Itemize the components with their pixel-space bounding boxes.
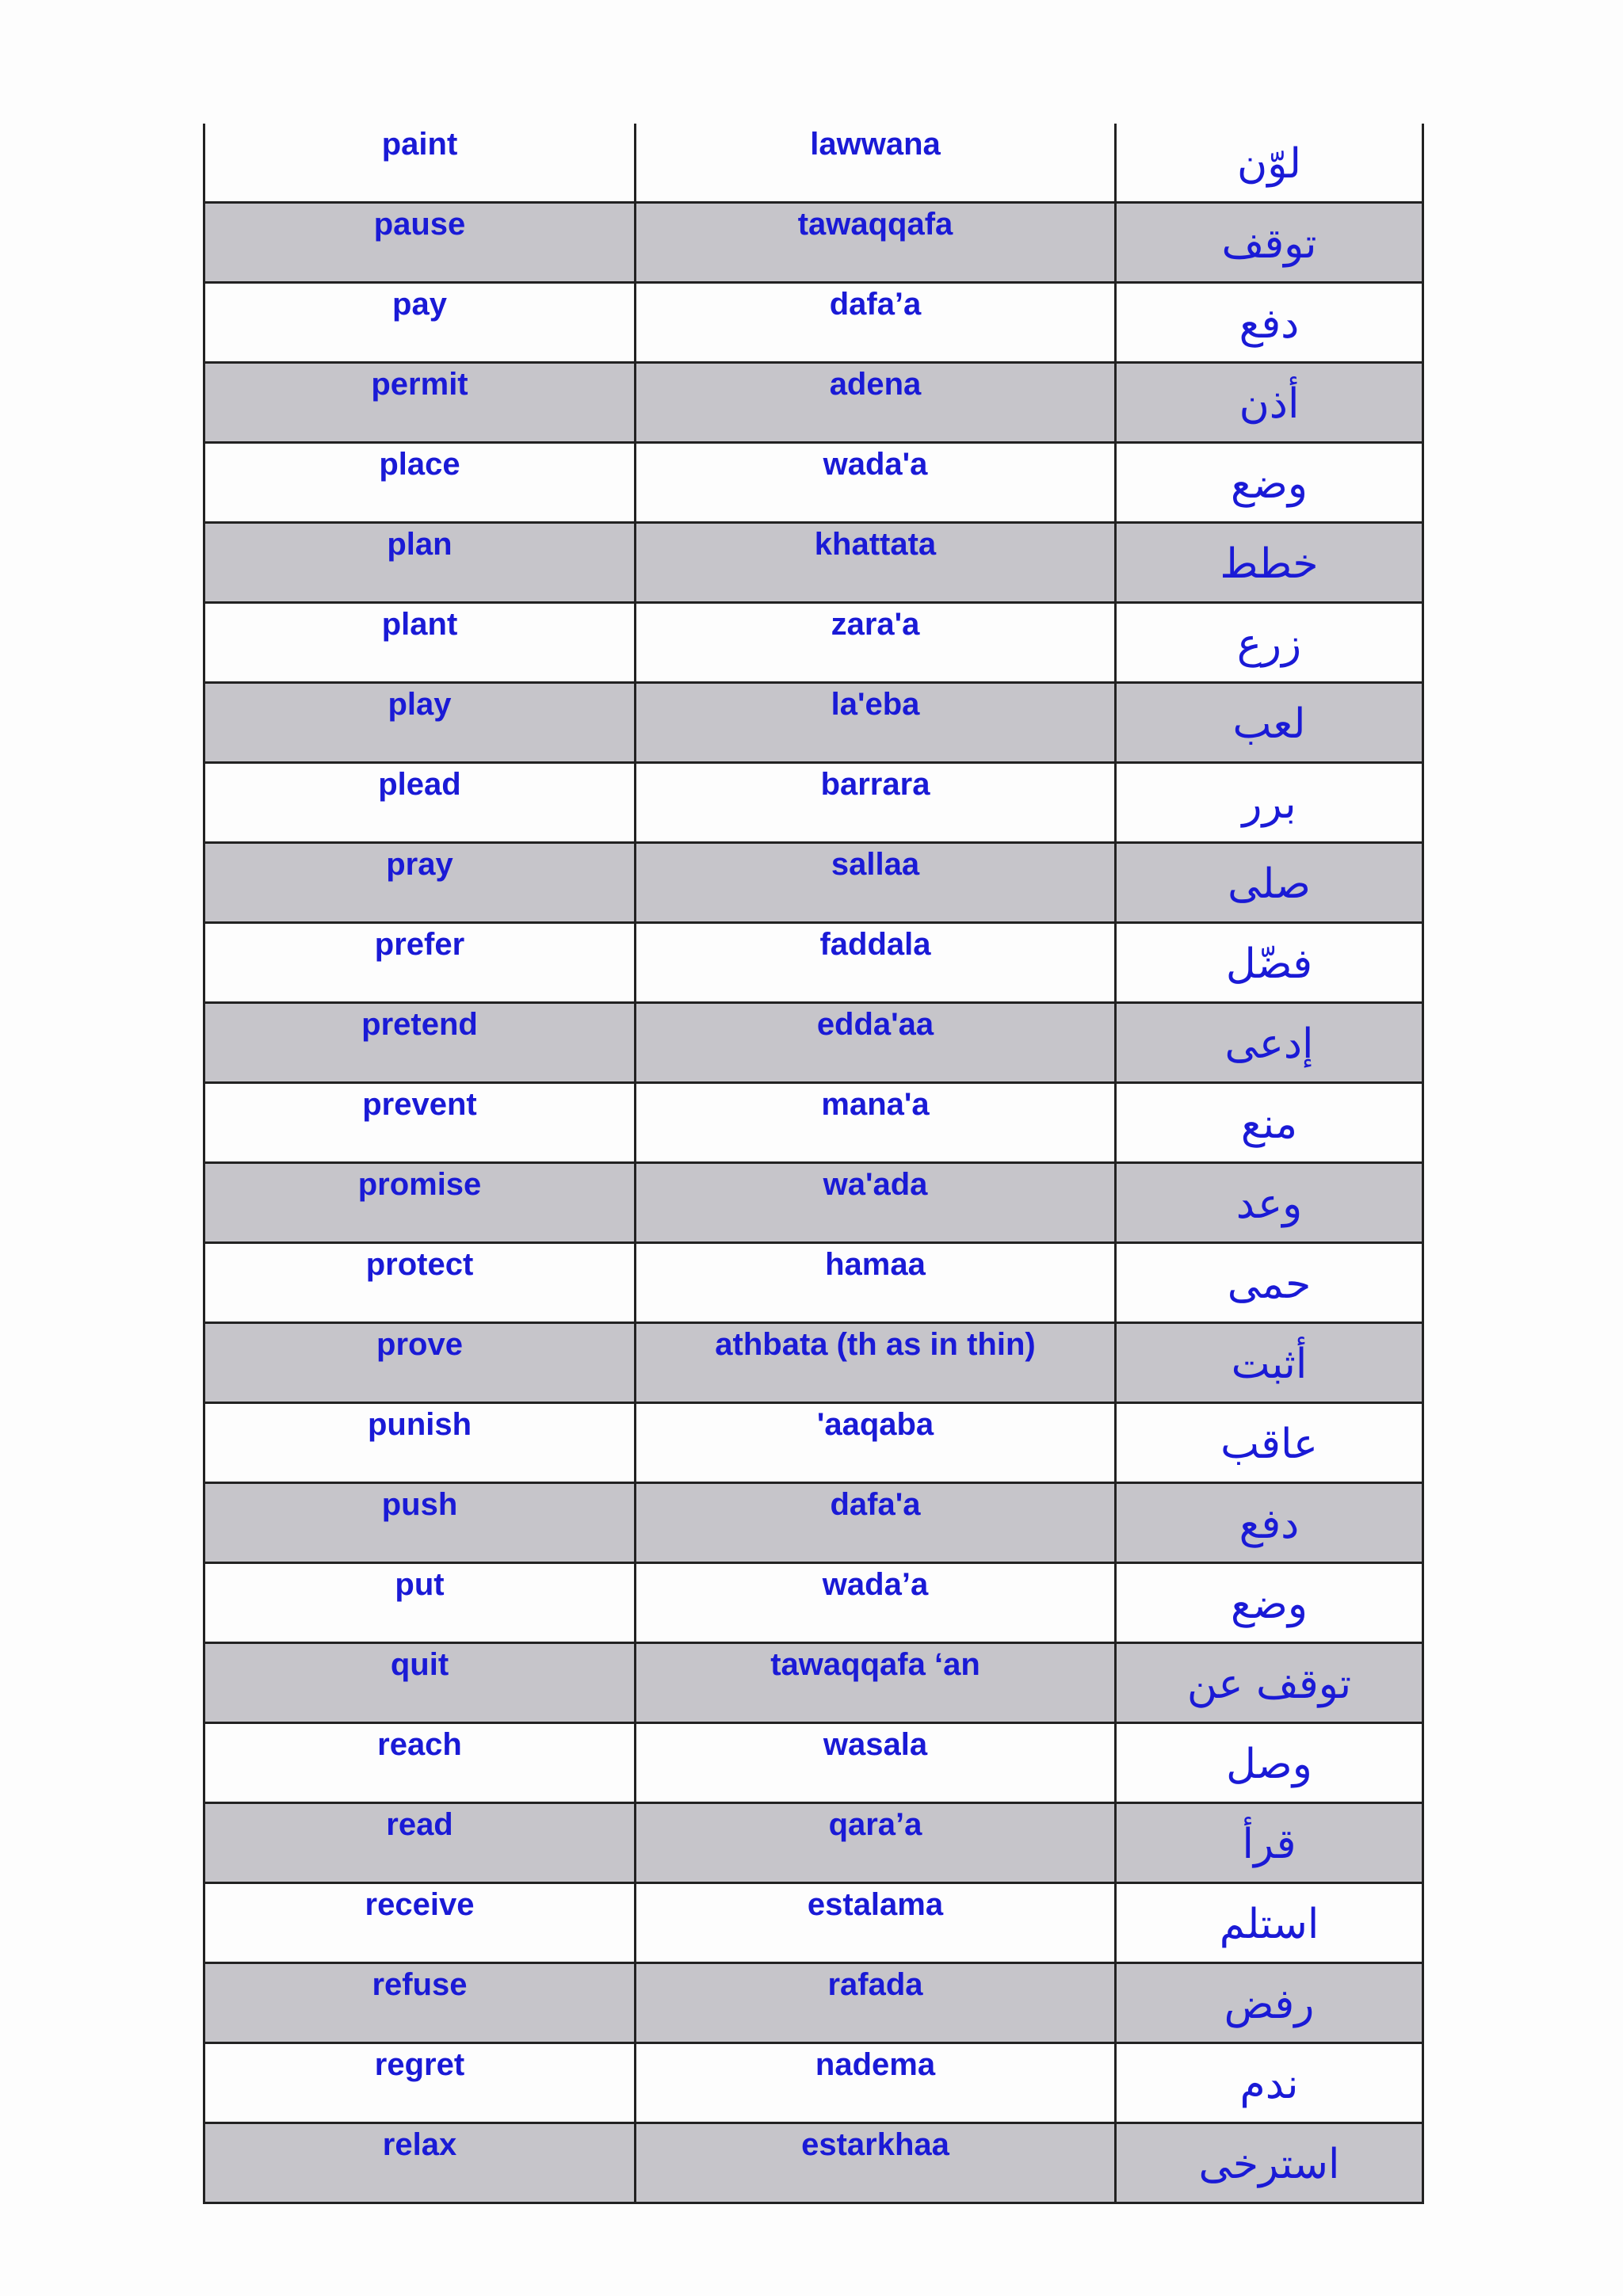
english-word-cell: protect: [204, 1243, 636, 1323]
arabic-word-cell: رفض: [1116, 1963, 1423, 2043]
transliteration-cell: tawaqqafa ‘an: [636, 1643, 1116, 1723]
arabic-word-cell: إدعى: [1116, 1003, 1423, 1083]
transliteration-cell: barrara: [636, 763, 1116, 843]
table-row: [204, 1003, 1423, 1083]
arabic-word-cell: عاقب: [1116, 1403, 1423, 1483]
english-word-cell: place: [204, 443, 636, 523]
transliteration-cell: wasala: [636, 1723, 1116, 1803]
arabic-word-cell: منع: [1116, 1083, 1423, 1163]
table-row: [204, 1323, 1423, 1403]
english-word-cell: prevent: [204, 1083, 636, 1163]
transliteration-cell: estalama: [636, 1883, 1116, 1963]
table-row: [204, 1883, 1423, 1963]
english-word-cell: pause: [204, 203, 636, 283]
transliteration-cell: nadema: [636, 2043, 1116, 2123]
english-word-cell: prove: [204, 1323, 636, 1403]
english-word-cell: prefer: [204, 923, 636, 1003]
english-word-cell: receive: [204, 1883, 636, 1963]
transliteration-cell: athbata (th as in thin): [636, 1323, 1116, 1403]
transliteration-cell: wada'a: [636, 443, 1116, 523]
table-row: [204, 1723, 1423, 1803]
english-word-cell: push: [204, 1483, 636, 1563]
table-row: [204, 1403, 1423, 1483]
table-row: [204, 1083, 1423, 1163]
english-word-cell: play: [204, 683, 636, 763]
transliteration-cell: khattata: [636, 523, 1116, 603]
english-word-cell: permit: [204, 363, 636, 443]
transliteration-cell: sallaa: [636, 843, 1116, 923]
transliteration-cell: tawaqqafa: [636, 203, 1116, 283]
vocabulary-table-body: [204, 124, 1423, 2203]
english-word-cell: pray: [204, 843, 636, 923]
english-word-cell: plead: [204, 763, 636, 843]
transliteration-cell: hamaa: [636, 1243, 1116, 1323]
vocabulary-table: [203, 124, 1424, 2204]
arabic-word-cell: زرع: [1116, 603, 1423, 683]
english-word-cell: pay: [204, 283, 636, 363]
table-row: [204, 124, 1423, 203]
arabic-word-cell: ندم: [1116, 2043, 1423, 2123]
english-word-cell: regret: [204, 2043, 636, 2123]
english-word-cell: refuse: [204, 1963, 636, 2043]
arabic-word-cell: دفع: [1116, 1483, 1423, 1563]
table-row: [204, 1163, 1423, 1243]
arabic-word-cell: فضّل: [1116, 923, 1423, 1003]
table-row: [204, 763, 1423, 843]
arabic-word-cell: استرخى: [1116, 2123, 1423, 2203]
arabic-word-cell: خطط: [1116, 523, 1423, 603]
transliteration-cell: faddala: [636, 923, 1116, 1003]
english-word-cell: read: [204, 1803, 636, 1883]
transliteration-cell: wa'ada: [636, 1163, 1116, 1243]
table-row: [204, 683, 1423, 763]
arabic-word-cell: حمى: [1116, 1243, 1423, 1323]
transliteration-cell: edda'aa: [636, 1003, 1116, 1083]
arabic-word-cell: توقف عن: [1116, 1643, 1423, 1723]
transliteration-cell: adena: [636, 363, 1116, 443]
table-row: [204, 283, 1423, 363]
arabic-word-cell: لوّن: [1116, 124, 1423, 203]
transliteration-cell: mana'a: [636, 1083, 1116, 1163]
table-row: [204, 203, 1423, 283]
table-row: [204, 1243, 1423, 1323]
table-row: [204, 1643, 1423, 1723]
table-row: [204, 603, 1423, 683]
table-row: [204, 1963, 1423, 2043]
transliteration-cell: dafa’a: [636, 283, 1116, 363]
english-word-cell: paint: [204, 124, 636, 203]
arabic-word-cell: وضع: [1116, 1563, 1423, 1643]
transliteration-cell: rafada: [636, 1963, 1116, 2043]
table-row: [204, 363, 1423, 443]
arabic-word-cell: صلى: [1116, 843, 1423, 923]
table-row: [204, 1483, 1423, 1563]
english-word-cell: promise: [204, 1163, 636, 1243]
arabic-word-cell: وعد: [1116, 1163, 1423, 1243]
arabic-word-cell: توقف: [1116, 203, 1423, 283]
arabic-word-cell: أذن: [1116, 363, 1423, 443]
english-word-cell: plan: [204, 523, 636, 603]
table-row: [204, 523, 1423, 603]
transliteration-cell: estarkhaa: [636, 2123, 1116, 2203]
arabic-word-cell: برر: [1116, 763, 1423, 843]
arabic-word-cell: أثبت: [1116, 1323, 1423, 1403]
transliteration-cell: dafa'a: [636, 1483, 1116, 1563]
arabic-word-cell: لعب: [1116, 683, 1423, 763]
arabic-word-cell: وضع: [1116, 443, 1423, 523]
table-row: [204, 1563, 1423, 1643]
english-word-cell: pretend: [204, 1003, 636, 1083]
transliteration-cell: zara'a: [636, 603, 1116, 683]
english-word-cell: quit: [204, 1643, 636, 1723]
transliteration-cell: la'eba: [636, 683, 1116, 763]
arabic-word-cell: وصل: [1116, 1723, 1423, 1803]
table-row: [204, 923, 1423, 1003]
arabic-word-cell: دفع: [1116, 283, 1423, 363]
english-word-cell: put: [204, 1563, 636, 1643]
english-word-cell: plant: [204, 603, 636, 683]
english-word-cell: punish: [204, 1403, 636, 1483]
english-word-cell: reach: [204, 1723, 636, 1803]
transliteration-cell: 'aaqaba: [636, 1403, 1116, 1483]
table-row: [204, 443, 1423, 523]
arabic-word-cell: قرأ: [1116, 1803, 1423, 1883]
english-word-cell: relax: [204, 2123, 636, 2203]
table-row: [204, 1803, 1423, 1883]
table-row: [204, 843, 1423, 923]
transliteration-cell: wada’a: [636, 1563, 1116, 1643]
table-row: [204, 2123, 1423, 2203]
transliteration-cell: lawwana: [636, 124, 1116, 203]
arabic-word-cell: استلم: [1116, 1883, 1423, 1963]
table-row: [204, 2043, 1423, 2123]
transliteration-cell: qara’a: [636, 1803, 1116, 1883]
